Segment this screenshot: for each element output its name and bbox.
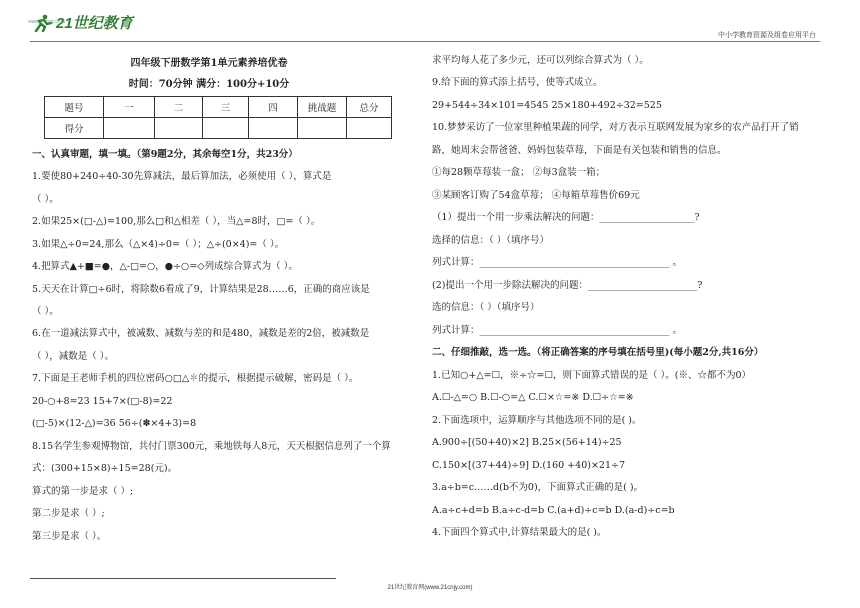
question-line: 1.已知○+△=☐，※÷☆=☐，则下面算式错误的是（ ）。(※、☆都不为0） <box>432 370 752 381</box>
question-line: （1）提出一个用一步乘法解决的问题：____________________? <box>432 212 700 223</box>
question-line: 4.把算式▲+■=●，△-□=○，●÷○=◇列成综合算式为（ ）。 <box>32 261 298 272</box>
score-header-cell: 题号 <box>45 97 104 118</box>
question-line: C.150×[(37+44)÷9] D.(160 +40)×21÷7 <box>432 460 625 471</box>
question-line: 2.如果25×(□-△)=100,那么□和△相差（ ），当△=8时，□=（ ）。 <box>32 216 321 227</box>
score-cell[interactable] <box>298 118 347 139</box>
question-line: 选择的信息：（ ）（填序号） <box>432 235 550 246</box>
question-line: A.☐-△=○ B.☐-○=△ C.☐×☆=※ D.☐÷☆=※ <box>432 392 634 403</box>
question-line: 3.如果△÷0=24,那么（△×4)÷0=（ ）；△÷(0×4)=（ ）。 <box>32 239 285 250</box>
exam-title: 四年级下册数学第1单元素养培优卷 <box>130 58 288 69</box>
question-line: ③某顾客订购了54盒草莓； ④每箱草莓售价69元 <box>432 190 640 201</box>
score-cell[interactable] <box>104 118 155 139</box>
score-table <box>44 96 392 139</box>
score-cell[interactable] <box>347 118 392 139</box>
question-line: 式：(300+15×8)÷15=28(元)。 <box>32 463 178 474</box>
exam-meta: 时间：70分钟 满分：100分+10分 <box>128 79 290 90</box>
question-line: 第二步是求（ ）; <box>32 508 105 519</box>
footer-divider <box>30 578 336 579</box>
question-line: ①每28颗草莓装一盒； ②每3盒装一箱； <box>432 167 606 178</box>
footer-text: 21世纪教育网(www.21cnjy.com) <box>387 585 473 591</box>
score-header-cell: 四 <box>249 97 298 118</box>
question-line: 3.a÷b=c……d(b不为0)，下面算式正确的是( )。 <box>432 482 644 493</box>
question-line: 20-○+8=23 15+7×(□-8)=22 <box>32 396 173 407</box>
score-table-score-row <box>45 118 392 139</box>
score-header-cell: 总分 <box>347 97 392 118</box>
logo-subtext: www.21cnjy.com <box>28 19 65 25</box>
score-header-cell: 一 <box>104 97 155 118</box>
question-line: A.900÷[(50+40)×2] B.25×(56+14)÷25 <box>432 437 622 448</box>
section-one-heading: 一、认真审题，填一填。（第9题2分，其余每空1分，共23分） <box>32 149 298 160</box>
score-cell[interactable] <box>155 118 203 139</box>
section-two-heading: 二、仔细推敲，选一选。（将正确答案的序号填在括号里)(每小题2分,共16分） <box>432 347 764 358</box>
score-row-label: 得分 <box>45 118 104 139</box>
score-cell[interactable] <box>249 118 298 139</box>
platform-name: 中小学教育资源及组卷应用平台 <box>718 32 816 39</box>
logo-text: 21世纪教育 <box>56 15 133 32</box>
score-cell[interactable] <box>203 118 249 139</box>
question-line: 算式的第一步是求（ ）; <box>32 486 134 497</box>
question-line: 8.15名学生参观博物馆，共付门票300元，乘地铁每人8元，天天根据信息列了一个算 <box>32 441 391 452</box>
question-line: 列式计算：________________________________________ 。 <box>432 325 683 336</box>
question-line: 4.下面四个算式中,计算结果最大的是( )。 <box>432 527 607 538</box>
question-line: (□-5)×(12-△)=36 56÷(✽×4+3)=8 <box>32 418 197 429</box>
question-line: 29+544÷34×101=4545 25×180+492÷32=525 <box>432 100 662 111</box>
question-line: （ ）。 <box>32 306 59 317</box>
question-line: 9.给下面的算式添上括号，使等式成立。 <box>432 77 603 88</box>
header-divider <box>30 41 820 42</box>
question-line: 6.在一道减法算式中，被减数、减数与差的和是480，减数是差的2倍，被减数是 <box>32 328 370 339</box>
question-line: 求平均每人花了多少元，还可以列综合算式为（ ）。 <box>432 55 649 66</box>
question-line: （ ）。 <box>32 194 59 205</box>
question-line: 选的信息：（ ）（填序号） <box>432 302 540 313</box>
question-line: 第三步是求（ ）。 <box>32 531 107 542</box>
question-line: （ ），减数是（ ）。 <box>32 351 115 362</box>
question-line: 列式计算：________________________________________ 。 <box>432 257 683 268</box>
score-header-cell: 挑战题 <box>298 97 347 118</box>
score-header-cell: 二 <box>155 97 203 118</box>
score-table-header-row <box>45 97 392 118</box>
question-line: (2)提出一个用一步除法解决的问题：_______________________? <box>432 280 703 291</box>
question-line: 1.要使80+240÷40-30先算减法，最后算加法，必须使用（ ），算式是 <box>32 171 332 182</box>
question-line: 路，她周末会帮爸爸、妈妈包装草莓，下面是有关包装和销售的信息。 <box>432 145 727 156</box>
question-line: 7.下面是王老师手机的四位密码○□△✽的提示，根据提示破解，密码是（ ）。 <box>32 373 359 384</box>
score-header-cell: 三 <box>203 97 249 118</box>
question-line: 10.梦梦采访了一位家里种植果蔬的同学，对方表示互联网发展为家乡的农产品打开了销 <box>432 122 799 133</box>
question-line: 5.天天在计算□÷6时，将除数6看成了9，计算结果是28……6，正确的商应该是 <box>32 284 370 295</box>
question-line: A.a÷c+d=b B.a÷c-d=b C.(a+d)÷c=b D.(a-d)÷c=b <box>432 505 675 516</box>
question-line: 2.下面选项中，运算顺序与其他选项不同的是( )。 <box>432 415 642 426</box>
